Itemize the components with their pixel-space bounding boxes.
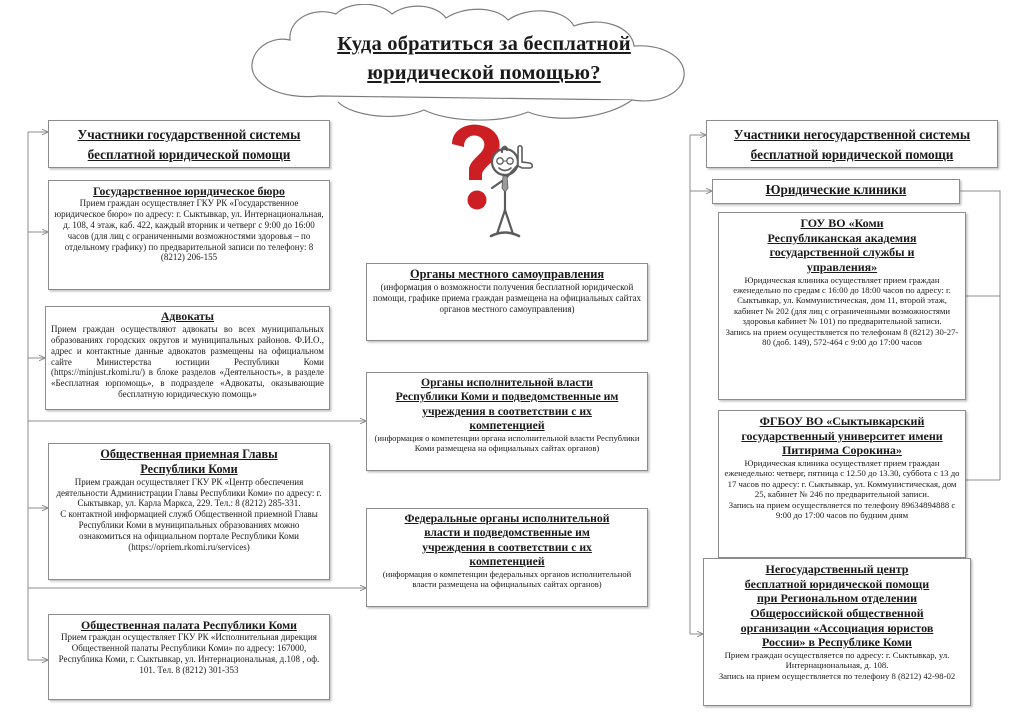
node-obshchestvennaya-palata	[48, 614, 330, 700]
node-title-line4: Общероссийской общественной	[750, 605, 924, 620]
node-title-line2: власти и подведомственные им	[424, 526, 590, 540]
node-kragsiu	[718, 212, 966, 400]
node-title: Общественная палата Республики Коми	[81, 618, 297, 632]
node-organy-mestnogo-samoupravleniya	[366, 263, 648, 341]
node-title-line1: ФГБОУ ВО «Сыктывкарский	[759, 414, 925, 428]
node-title-line4: управления»	[806, 259, 878, 274]
node-body-p1: Юридическая клиника осуществляет прием граждан еженедельно по средам с 16:00 до 18:00 часов по адресу: г. Сыктывкар, ул. Коммунистическая, дом 11, второй этаж, кабинет № 202 (для лиц с ограниченными возможностями здоровья кабинет № 101) по предварительной записи.	[733, 274, 951, 327]
node-title-line5: организации «Ассоциация юристов	[740, 620, 934, 635]
node-title-line2: Республики Коми и подведомственные им	[395, 390, 619, 404]
node-body-p1: Прием граждан осуществляется по адресу: г. Сыктывкар, ул. Интернациональная, д. 108.	[724, 649, 950, 671]
right-header-line2: бесплатной юридической помощи	[750, 146, 954, 162]
node-body: (информация о компетенции органа исполнительной власти Республики Коми размещена на официальных сайтах органов)	[374, 433, 640, 454]
node-body-p2: С контактной информацией служб Общественной приемной Главы Республики Коми в муниципальных образованиях можно ознакомиться на официальном портале Республики Коми (https://opriem.rkomi.ru/services)	[60, 509, 318, 552]
node-negosudarstvennyy-centr	[703, 558, 971, 706]
node-yuridicheskie-kliniki	[712, 179, 960, 204]
left-system-header	[48, 120, 330, 168]
node-title-line4: компетенцией	[469, 554, 545, 568]
node-title-line1: Негосударственный центр	[765, 562, 909, 576]
node-title-line1: ГОУ ВО «Коми	[800, 216, 884, 230]
node-title: Государственное юридическое бюро	[93, 184, 285, 198]
right-system-header	[706, 120, 998, 168]
node-body: Прием граждан осуществляют адвокаты во всех муниципальных образованиях городских округов и муниципальных районов. Ф.И.О., адрес и контактные данные адвокатов размещены на официальном сайте Министерства юстиции Республики Коми (https://minjust.rkomi.ru/) в блоке разделов «Деятельность», в разделе «Бесплатная юрпомощь», в подразделе «Адвокаты, оказывающие бесплатную юридическую помощь»	[51, 324, 324, 399]
node-gosudarstvennoe-yuridicheskoe-byuro	[48, 180, 330, 290]
node-body: (информация о компетенции федеральных органов исполнительной власти размещена на официальных сайтах органов)	[382, 569, 632, 590]
node-body-p2: Запись на прием осуществляется по телефону 89634894888 с 9:00 до 17:00 часов по будним дням	[728, 499, 956, 521]
node-title-line2: государственный университет имени	[741, 428, 943, 443]
node-body-p1: Юридическая клиника осуществляет прием граждан еженедельно: четверг, пятница с 12.50 до 13.30, суббота с 13 до 17 часов по адресу: г. Сыктывкар, ул. Коммунистическая, дом 25, кабинет № 246 по предварительной записи.	[724, 457, 960, 500]
node-body: Прием граждан осуществляет ГКУ РК «Исполнительная дирекция Общественной палаты Республики Коми» по адресу: 167000, Республика Коми, г. Сыктывкар, ул. Интернациональная, д.108 , оф. 101. Тел. 8 (8212) 301-353	[58, 632, 320, 675]
left-header-line2: бесплатной юридической помощи	[87, 146, 291, 162]
right-header-line1: Участники негосударственной системы	[733, 127, 971, 142]
node-body: Прием граждан осуществляет ГКУ РК «Государственное юридическое бюро» по адресу: г. Сыктывкар, ул. Интернациональная, д. 108, 4 этаж, каб. 422, каждый вторник и четверг с 9:00 до 16:00 часов (для лиц с ограниченными возможностями здоровья – по отдельному графику) по предварительной записи по телефону: 8 (8212) 206-155	[54, 198, 324, 263]
node-body-p2: Запись на прием осуществляется по телефону 8 (8212) 42-98-02	[718, 670, 956, 681]
page-title	[280, 30, 688, 88]
node-title-line2: Республики Коми	[140, 461, 238, 476]
node-title-line1: Общественная приемная Главы	[100, 447, 278, 461]
node-title-line3: учреждения в соответствии с их	[422, 540, 592, 554]
node-title: Органы местного самоуправления	[409, 267, 605, 281]
node-title-line2: бесплатной юридической помощи	[744, 576, 930, 591]
title-cloud	[228, 4, 738, 128]
node-obshchestvennaya-priemnaya-glavy	[48, 443, 330, 580]
node-title-line6: России» в Республике Коми	[762, 635, 912, 650]
node-federalnye-organy-ispolnitelnoy-vlasti	[366, 508, 648, 607]
node-title-line1: Органы исполнительной власти	[420, 376, 593, 389]
node-organy-ispolnitelnoy-vlasti-rk	[366, 372, 648, 471]
left-header-line1: Участники государственной системы	[77, 127, 301, 142]
node-body-p2: Запись на прием осуществляется по телефонам 8 (8212) 30-27-80 (доб. 149), 572-464 с 9:00 до 17:00 часов	[725, 326, 959, 348]
node-body: (информация о возможности получения бесплатной юридической помощи, графике приема граждан размещена на официальных сайтах органов местного самоуправления)	[372, 282, 642, 314]
page-title-line2: юридической помощью?	[367, 62, 601, 85]
node-title-line2: Республиканская академия	[767, 230, 917, 245]
node-title: Адвокаты	[161, 310, 214, 323]
node-title-line4: компетенцией	[469, 418, 545, 432]
node-title-line3: при Региональном отделении	[756, 591, 918, 606]
node-syktgu-sorokina	[718, 410, 966, 558]
node-advokaty	[45, 306, 330, 410]
group-label: Юридические клиники	[765, 182, 907, 197]
node-title-line1: Федеральные органы исполнительной	[404, 512, 610, 525]
node-body-p1: Прием граждан осуществляет ГКУ РК «Центр обеспечения деятельности Администрации Главы Республики Коми» по адресу: г. Сыктывкар, ул. Карла Маркса, 229. Тел.: 8 (8212) 285-331.	[56, 476, 322, 509]
node-title-line3: учреждения в соответствии с их	[422, 404, 592, 418]
node-title-line3: Питирима Сорокина»	[782, 443, 902, 458]
page-title-line1: Куда обратиться за бесплатной	[337, 33, 631, 55]
question-mark-figure	[444, 122, 556, 248]
node-title-line3: государственной службы и	[769, 245, 915, 260]
